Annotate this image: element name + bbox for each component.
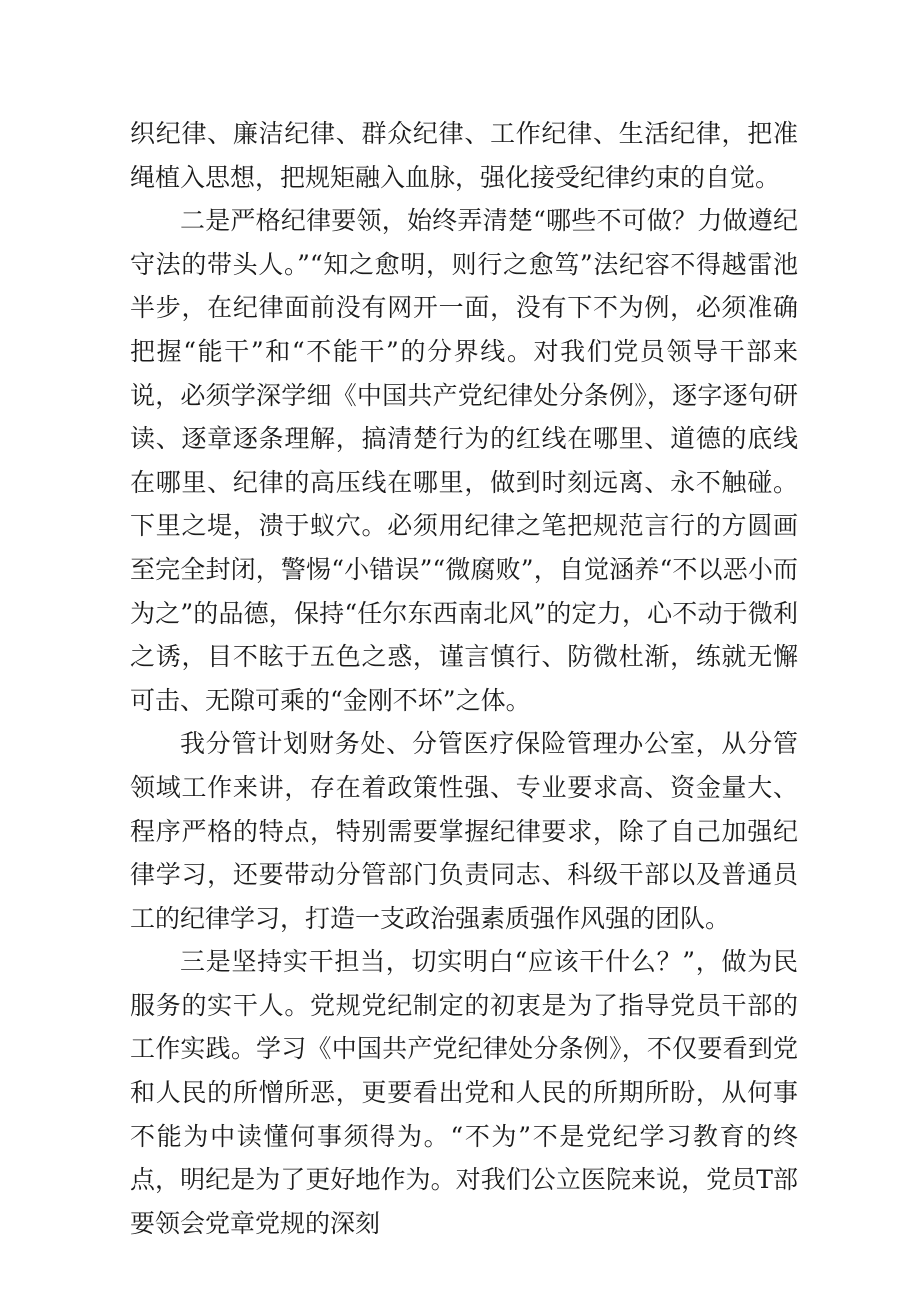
paragraph-continuation: 织纪律、廉洁纪律、群众纪律、工作纪律、生活纪律，把准绳植入思想，把规矩融入血脉，强化接受纪律约束的自觉。 <box>130 119 798 192</box>
paragraph-responsibility-scope: 我分管计划财务处、分管医疗保险管理办公室，从分管领域工作来讲，存在着政策性强、专业要求高、资金量大、程序严格的特点，特别需要掌握纪律要求，除了自己加强纪律学习，还要带动分管部门负责同志、科级干部以及普通员工的纪律学习，打造一支政治强素质强作风强的团队。 <box>130 729 798 933</box>
paragraph-practical-work: 三是坚持实干担当，切实明白“应该干什么？”，做为民服务的实干人。党规党纪制定的初衷是为了指导党员干部的工作实践。学习《中国共产党纪律处分条例》，不仅要看到党和人民的所憎所恶，更要看出党和人民的所期所盼，从何事不能为中读懂何事须得为。“不为”不是党纪学习教育的终点，明纪是为了更好地作为。对我们公立医院来说，党员T部要领会党章党规的深刻 <box>130 947 798 1238</box>
paragraph-strict-discipline: 二是严格纪律要领，始终弄清楚“哪些不可做？力做遵纪守法的带头人。”“知之愈明，则行之愈笃”法纪容不得越雷池半步，在纪律面前没有网开一面，没有下不为例，必须准确把握“能干”和“不能干”的分界线。对我们党员领导干部来说，必须学深学细《中国共产党纪律处分条例》，逐字逐句研读、逐章逐条理解，搞清楚行为的红线在哪里、道德的底线在哪里、纪律的高压线在哪里，做到时刻远离、永不触碰。下里之堤，溃于蚁穴。必须用纪律之笔把规范言行的方圆画至完全封闭，警惕“小错误”“微腐败”，自觉涵养“不以恶小而为之”的品德，保持“任尔东西南北风”的定力，心不动于微利之诱，目不眩于五色之惑，谨言慎行、防微杜渐，练就无懈可击、无隙可乘的“金刚不坏”之体。 <box>130 206 798 715</box>
document-body <box>130 112 798 1245</box>
